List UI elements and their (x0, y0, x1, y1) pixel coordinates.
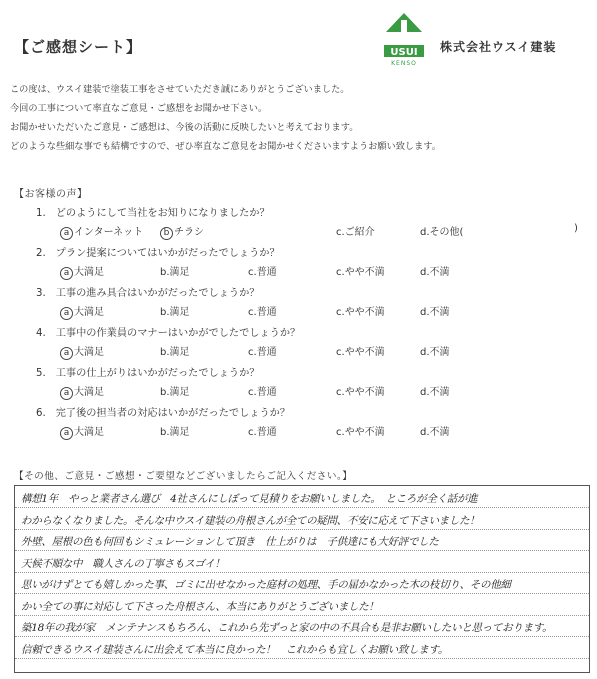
intro-line: 今回の工事について率直なご意見・ご感想をお聞かせ下さい。 (10, 103, 268, 114)
ruled-line (15, 615, 589, 616)
selected-circle-marker: b (160, 227, 173, 240)
other-close-paren: ) (574, 223, 578, 234)
option-marker: c (248, 267, 254, 278)
answer-option[interactable]: c.普通 (248, 267, 277, 278)
question-text (36, 324, 300, 339)
option-label: 大満足 (74, 347, 104, 358)
option-label: 大満足 (74, 427, 104, 438)
option-label: 不満 (429, 427, 450, 438)
intro-line: どのような些細な事でも結構ですので、ぜひ率直なご意見をお聞かせくださいますようお願い致します。 (10, 141, 441, 152)
question-text (36, 364, 259, 379)
handwritten-comment-line: 思いがけずとても嬉しかった事、ゴミに出せなかった庭材の処理、手の届かなかった木の枝切り、その他細 (21, 579, 511, 591)
handwritten-comment-line: 構想1年 やっと業者さん選び 4社さんにしぼって見積りをお願いしました。 ところが全く話が進 (21, 493, 478, 505)
answer-option[interactable]: d.不満 (420, 347, 450, 358)
intro-text (10, 80, 441, 156)
question-text (36, 204, 270, 219)
option-label: 普通 (256, 387, 277, 398)
option-marker: c (336, 427, 342, 438)
selected-circle-marker: a (60, 227, 73, 240)
other-header: 【その他、ご意見・ご感想・ご要望などございましたらご記入ください。】 (14, 471, 353, 482)
company-name: 株式会社ウスイ建装 (440, 40, 557, 54)
question-number: 3. (36, 288, 46, 299)
intro-line: お聞かせいただいたご意見・ご感想は、今後の活動に反映したいと考えております。 (10, 122, 359, 133)
option-marker: c (336, 267, 342, 278)
answer-option[interactable]: c.やや不満 (336, 427, 385, 438)
option-label: 不満 (429, 267, 450, 278)
option-marker: d (420, 427, 427, 438)
ruled-line (15, 658, 589, 659)
option-label: 大満足 (74, 307, 104, 318)
question-number: 2. (36, 248, 46, 259)
option-label: インターネット (74, 227, 144, 238)
answer-option[interactable]: d.不満 (420, 387, 450, 398)
question-label: 工事の仕上がりはいかがだったでしょうか？ (55, 368, 260, 379)
question-label: 工事中の作業員のマナーはいかがでしたでしょうか？ (55, 328, 301, 339)
answer-option[interactable] (60, 223, 143, 240)
option-marker: b (160, 387, 167, 398)
answer-option[interactable]: c.やや不満 (336, 307, 385, 318)
option-label: チラシ (174, 227, 204, 238)
page-title: 【ご感想シート】 (14, 38, 143, 56)
answer-option[interactable]: c.普通 (248, 427, 277, 438)
answer-option[interactable]: b.満足 (160, 427, 190, 438)
option-marker: b (160, 267, 167, 278)
option-label: やや不満 (344, 307, 385, 318)
option-label: やや不満 (344, 427, 385, 438)
answer-option[interactable] (60, 383, 104, 400)
logo-subtext: KENSO (391, 60, 417, 67)
option-marker: c (336, 227, 342, 238)
handwritten-comment-line: 築18年の我が家 メンテナンスもちろん、これから先ずっと家の中の不具合も是非お願いしたいと思っております。 (21, 622, 553, 634)
option-marker: d (420, 387, 427, 398)
answer-option[interactable]: c.やや不満 (336, 267, 385, 278)
answer-option[interactable]: c.ご紹介 (336, 227, 375, 238)
answer-option[interactable] (60, 423, 104, 440)
answer-option[interactable]: c.普通 (248, 307, 277, 318)
option-label: 不満 (429, 347, 450, 358)
selected-circle-marker: a (60, 387, 73, 400)
answer-option[interactable]: c.普通 (248, 387, 277, 398)
question-text (36, 244, 280, 259)
voice-header: 【お客様の声】 (14, 189, 88, 200)
option-label: 満足 (169, 427, 190, 438)
option-label: やや不満 (344, 387, 385, 398)
handwritten-comment-line: 外壁、屋根の色も何回もシミュレーションして頂き 仕上がりは 子供達にも大好評でした (21, 536, 439, 548)
question-label: 完了後の担当者の対応はいかがだったでしょうか？ (55, 408, 291, 419)
answer-option[interactable]: b.満足 (160, 347, 190, 358)
answer-option[interactable] (60, 263, 104, 280)
answer-option[interactable]: b.満足 (160, 387, 190, 398)
option-marker: c (248, 347, 254, 358)
company-logo (382, 10, 426, 68)
question-text (36, 404, 290, 419)
option-label: 満足 (169, 267, 190, 278)
option-marker: b (160, 427, 167, 438)
question-label: どのようにして当社をお知りになりましたか？ (55, 208, 270, 219)
option-label: ご紹介 (344, 227, 375, 238)
question-number: 6. (36, 408, 46, 419)
comment-box (14, 485, 590, 673)
option-label: 不満 (429, 307, 450, 318)
answer-option[interactable] (160, 223, 204, 240)
option-marker: c (336, 387, 342, 398)
answer-option[interactable]: c.普通 (248, 347, 277, 358)
answer-option[interactable] (60, 303, 104, 320)
logo-text: USUI (390, 47, 418, 58)
answer-option[interactable]: c.やや不満 (336, 387, 385, 398)
answer-option[interactable]: d.不満 (420, 427, 450, 438)
option-label: 大満足 (74, 387, 104, 398)
handwritten-comment-line: 天候不順な中 職人さんの丁寧さもスゴイ！ (21, 557, 225, 570)
handwritten-comment-line: わからなくなりました。そんな中ウスイ建装の舟根さんが全ての疑問、不安に応えて下さいました！ (21, 514, 480, 527)
option-marker: d (420, 347, 427, 358)
option-marker: d (420, 267, 427, 278)
selected-circle-marker: a (60, 347, 73, 360)
answer-option[interactable]: d.不満 (420, 307, 450, 318)
option-marker: d (420, 227, 427, 238)
option-marker: b (160, 307, 167, 318)
option-label: その他( (429, 227, 464, 238)
question-number: 4. (36, 328, 46, 339)
option-label: やや不満 (344, 347, 385, 358)
question-number: 5. (36, 368, 46, 379)
option-label: 満足 (169, 387, 190, 398)
ruled-line (15, 636, 589, 637)
question-label: プラン提案についてはいかがだったでしょうか？ (55, 248, 280, 259)
intro-line: この度は、ウスイ建装で塗装工事をさせていただき誠にありがとうございました。 (10, 84, 350, 95)
option-marker: b (160, 347, 167, 358)
selected-circle-marker: a (60, 307, 73, 320)
option-label: 大満足 (74, 267, 104, 278)
answer-option[interactable]: b.満足 (160, 267, 190, 278)
handwritten-comment-line: かい全ての事に対応して下さった舟根さん、本当にありがとうございました！ (21, 600, 379, 613)
option-marker: d (420, 307, 427, 318)
ruled-line (15, 507, 589, 508)
option-marker: c (248, 387, 254, 398)
answer-option[interactable]: d.不満 (420, 267, 450, 278)
ruled-line (15, 593, 589, 594)
option-label: 普通 (256, 347, 277, 358)
selected-circle-marker: a (60, 427, 73, 440)
option-marker: c (248, 307, 254, 318)
ruled-line (15, 550, 589, 551)
question-number: 1. (36, 208, 46, 219)
ruled-line (15, 572, 589, 573)
option-label: やや不満 (344, 267, 385, 278)
option-label: 普通 (256, 267, 277, 278)
ruled-line (15, 529, 589, 530)
question-label: 工事の進み具合はいかがだったでしょうか？ (55, 288, 260, 299)
option-label: 満足 (169, 307, 190, 318)
answer-option[interactable]: b.満足 (160, 307, 190, 318)
selected-circle-marker: a (60, 267, 73, 280)
handwritten-comment-line: 信頼できるウスイ建装さんに出会えて本当に良かった！ これからも宜しくお願い致します。 (21, 643, 449, 656)
answer-option[interactable]: c.やや不満 (336, 347, 385, 358)
option-marker: c (336, 307, 342, 318)
option-label: 普通 (256, 307, 277, 318)
option-label: 満足 (169, 347, 190, 358)
option-label: 普通 (256, 427, 277, 438)
option-marker: c (336, 347, 342, 358)
answer-option[interactable] (60, 343, 104, 360)
answer-option[interactable]: d.その他( (420, 227, 464, 238)
question-text (36, 284, 259, 299)
option-marker: c (248, 427, 254, 438)
option-label: 不満 (429, 387, 450, 398)
